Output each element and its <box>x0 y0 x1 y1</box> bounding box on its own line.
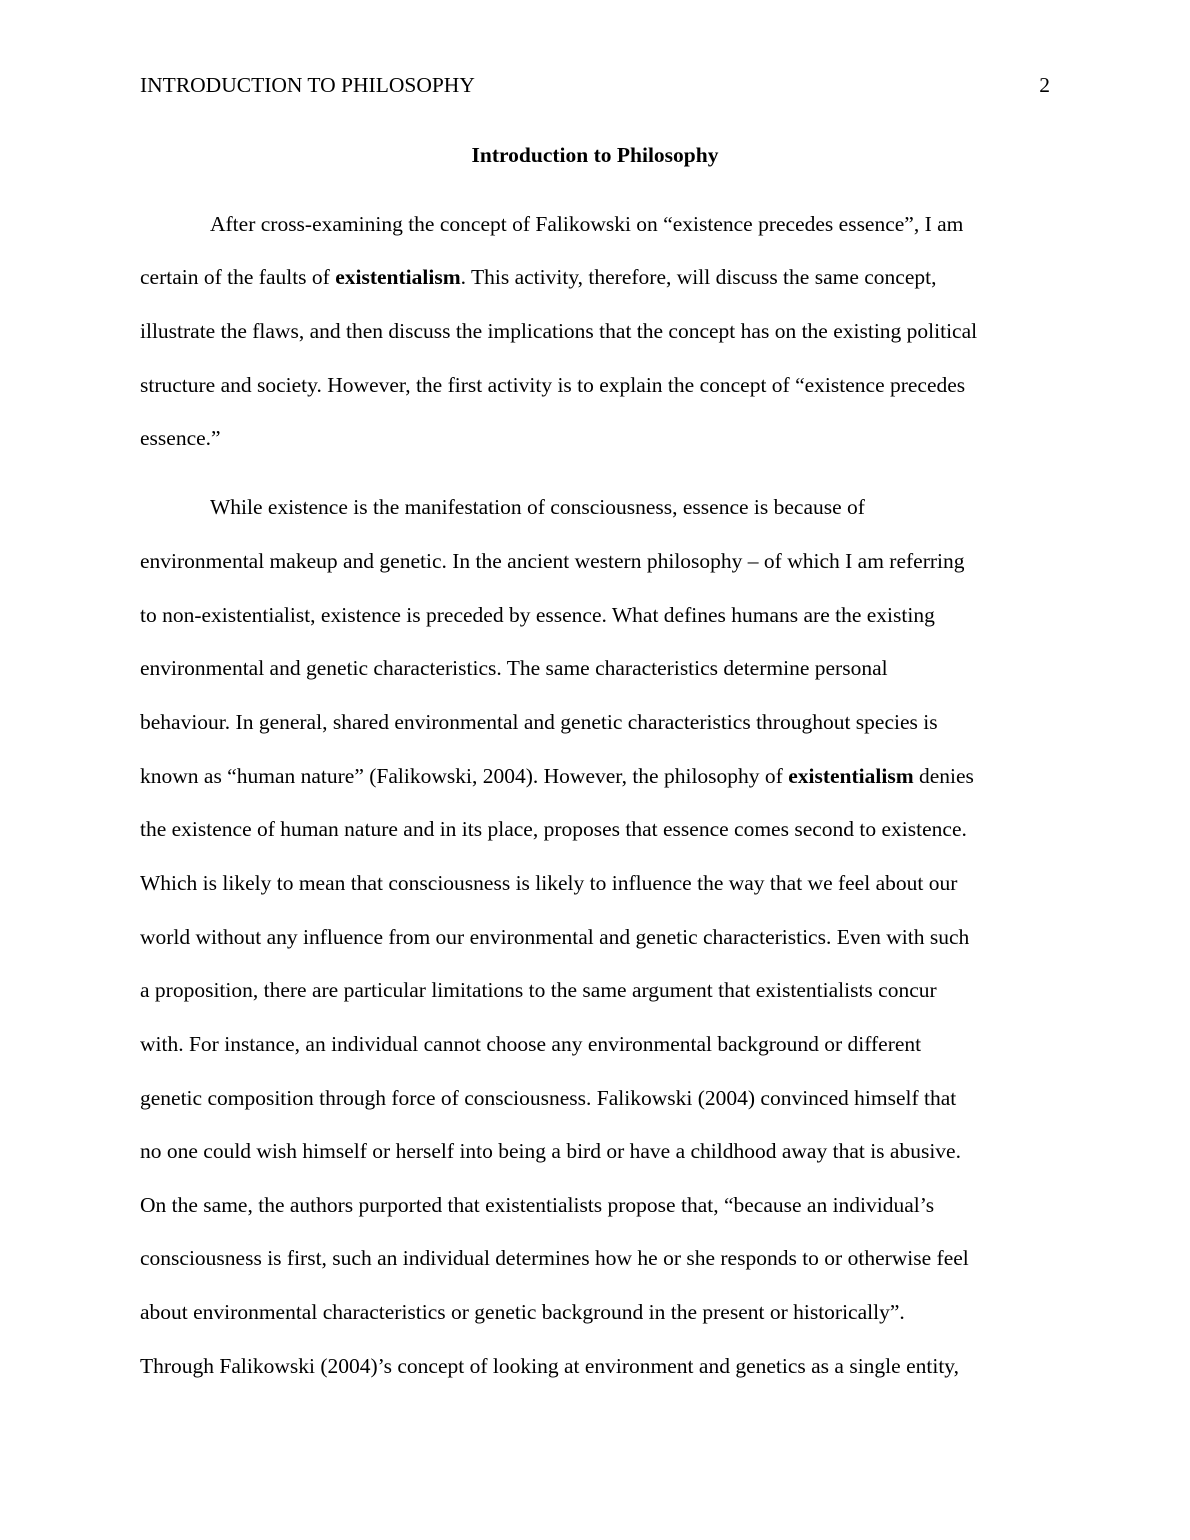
paragraph-2-line: behaviour. In general, shared environmental and genetic characteristics throughout species is <box>140 710 938 734</box>
paragraph-2-line: no one could wish himself or herself into being a bird or have a childhood away that is abusive. <box>140 1139 961 1163</box>
paragraph-2-line: environmental and genetic characteristics. The same characteristics determine personal <box>140 656 888 680</box>
text-run: . This activity, therefore, will discuss the same concept, <box>460 265 937 289</box>
paragraph-2-line: Which is likely to mean that consciousness is likely to influence the way that we feel about our <box>140 871 958 895</box>
paragraph-2-line: with. For instance, an individual cannot choose any environmental background or different <box>140 1032 922 1056</box>
paragraph-1-line: After cross-examining the concept of Falikowski on “existence precedes essence”, I am <box>210 212 964 236</box>
paragraph-1-line <box>140 262 936 292</box>
page-number: 2 <box>1039 73 1050 97</box>
paragraph-2-line <box>140 761 974 791</box>
paragraph-2-line: On the same, the authors purported that existentialists propose that, “because an individual’s <box>140 1193 935 1217</box>
paragraph-2-line: environmental makeup and genetic. In the ancient western philosophy – of which I am referring <box>140 549 965 573</box>
paragraph-1-line: structure and society. However, the first activity is to explain the concept of “existence precedes <box>140 373 966 397</box>
paragraph-2-line: to non-existentialist, existence is preceded by essence. What defines humans are the existing <box>140 603 935 627</box>
bold-term: existentialism <box>788 764 914 788</box>
paragraph-1-line: essence.” <box>140 426 221 450</box>
text-run: denies <box>913 764 974 788</box>
paragraph-2-line: the existence of human nature and in its place, proposes that essence comes second to existence. <box>140 817 967 841</box>
text-run: certain of the faults of <box>140 265 336 289</box>
paragraph-2-line: consciousness is first, such an individual determines how he or she responds to or otherwise feel <box>140 1246 969 1270</box>
paragraph-2-line: genetic composition through force of consciousness. Falikowski (2004) convinced himself that <box>140 1086 957 1110</box>
document-title: Introduction to Philosophy <box>471 143 719 167</box>
paragraph-2-line: a proposition, there are particular limitations to the same argument that existentialists concur <box>140 978 937 1002</box>
paragraph-2-line: world without any influence from our environmental and genetic characteristics. Even with such <box>140 925 970 949</box>
paragraph-1-line: illustrate the flaws, and then discuss the implications that the concept has on the existing political <box>140 319 978 343</box>
bold-term: existentialism <box>335 265 461 289</box>
running-head-title: INTRODUCTION TO PHILOSOPHY <box>140 73 475 97</box>
paragraph-2-line: Through Falikowski (2004)’s concept of looking at environment and genetics as a single entity, <box>140 1354 960 1378</box>
paragraph-2-line: about environmental characteristics or genetic background in the present or historically”. <box>140 1300 905 1324</box>
text-run: known as “human nature” (Falikowski, 2004). However, the philosophy of <box>140 764 789 788</box>
paragraph-2-line: While existence is the manifestation of consciousness, essence is because of <box>210 495 865 519</box>
running-head <box>140 70 1050 100</box>
